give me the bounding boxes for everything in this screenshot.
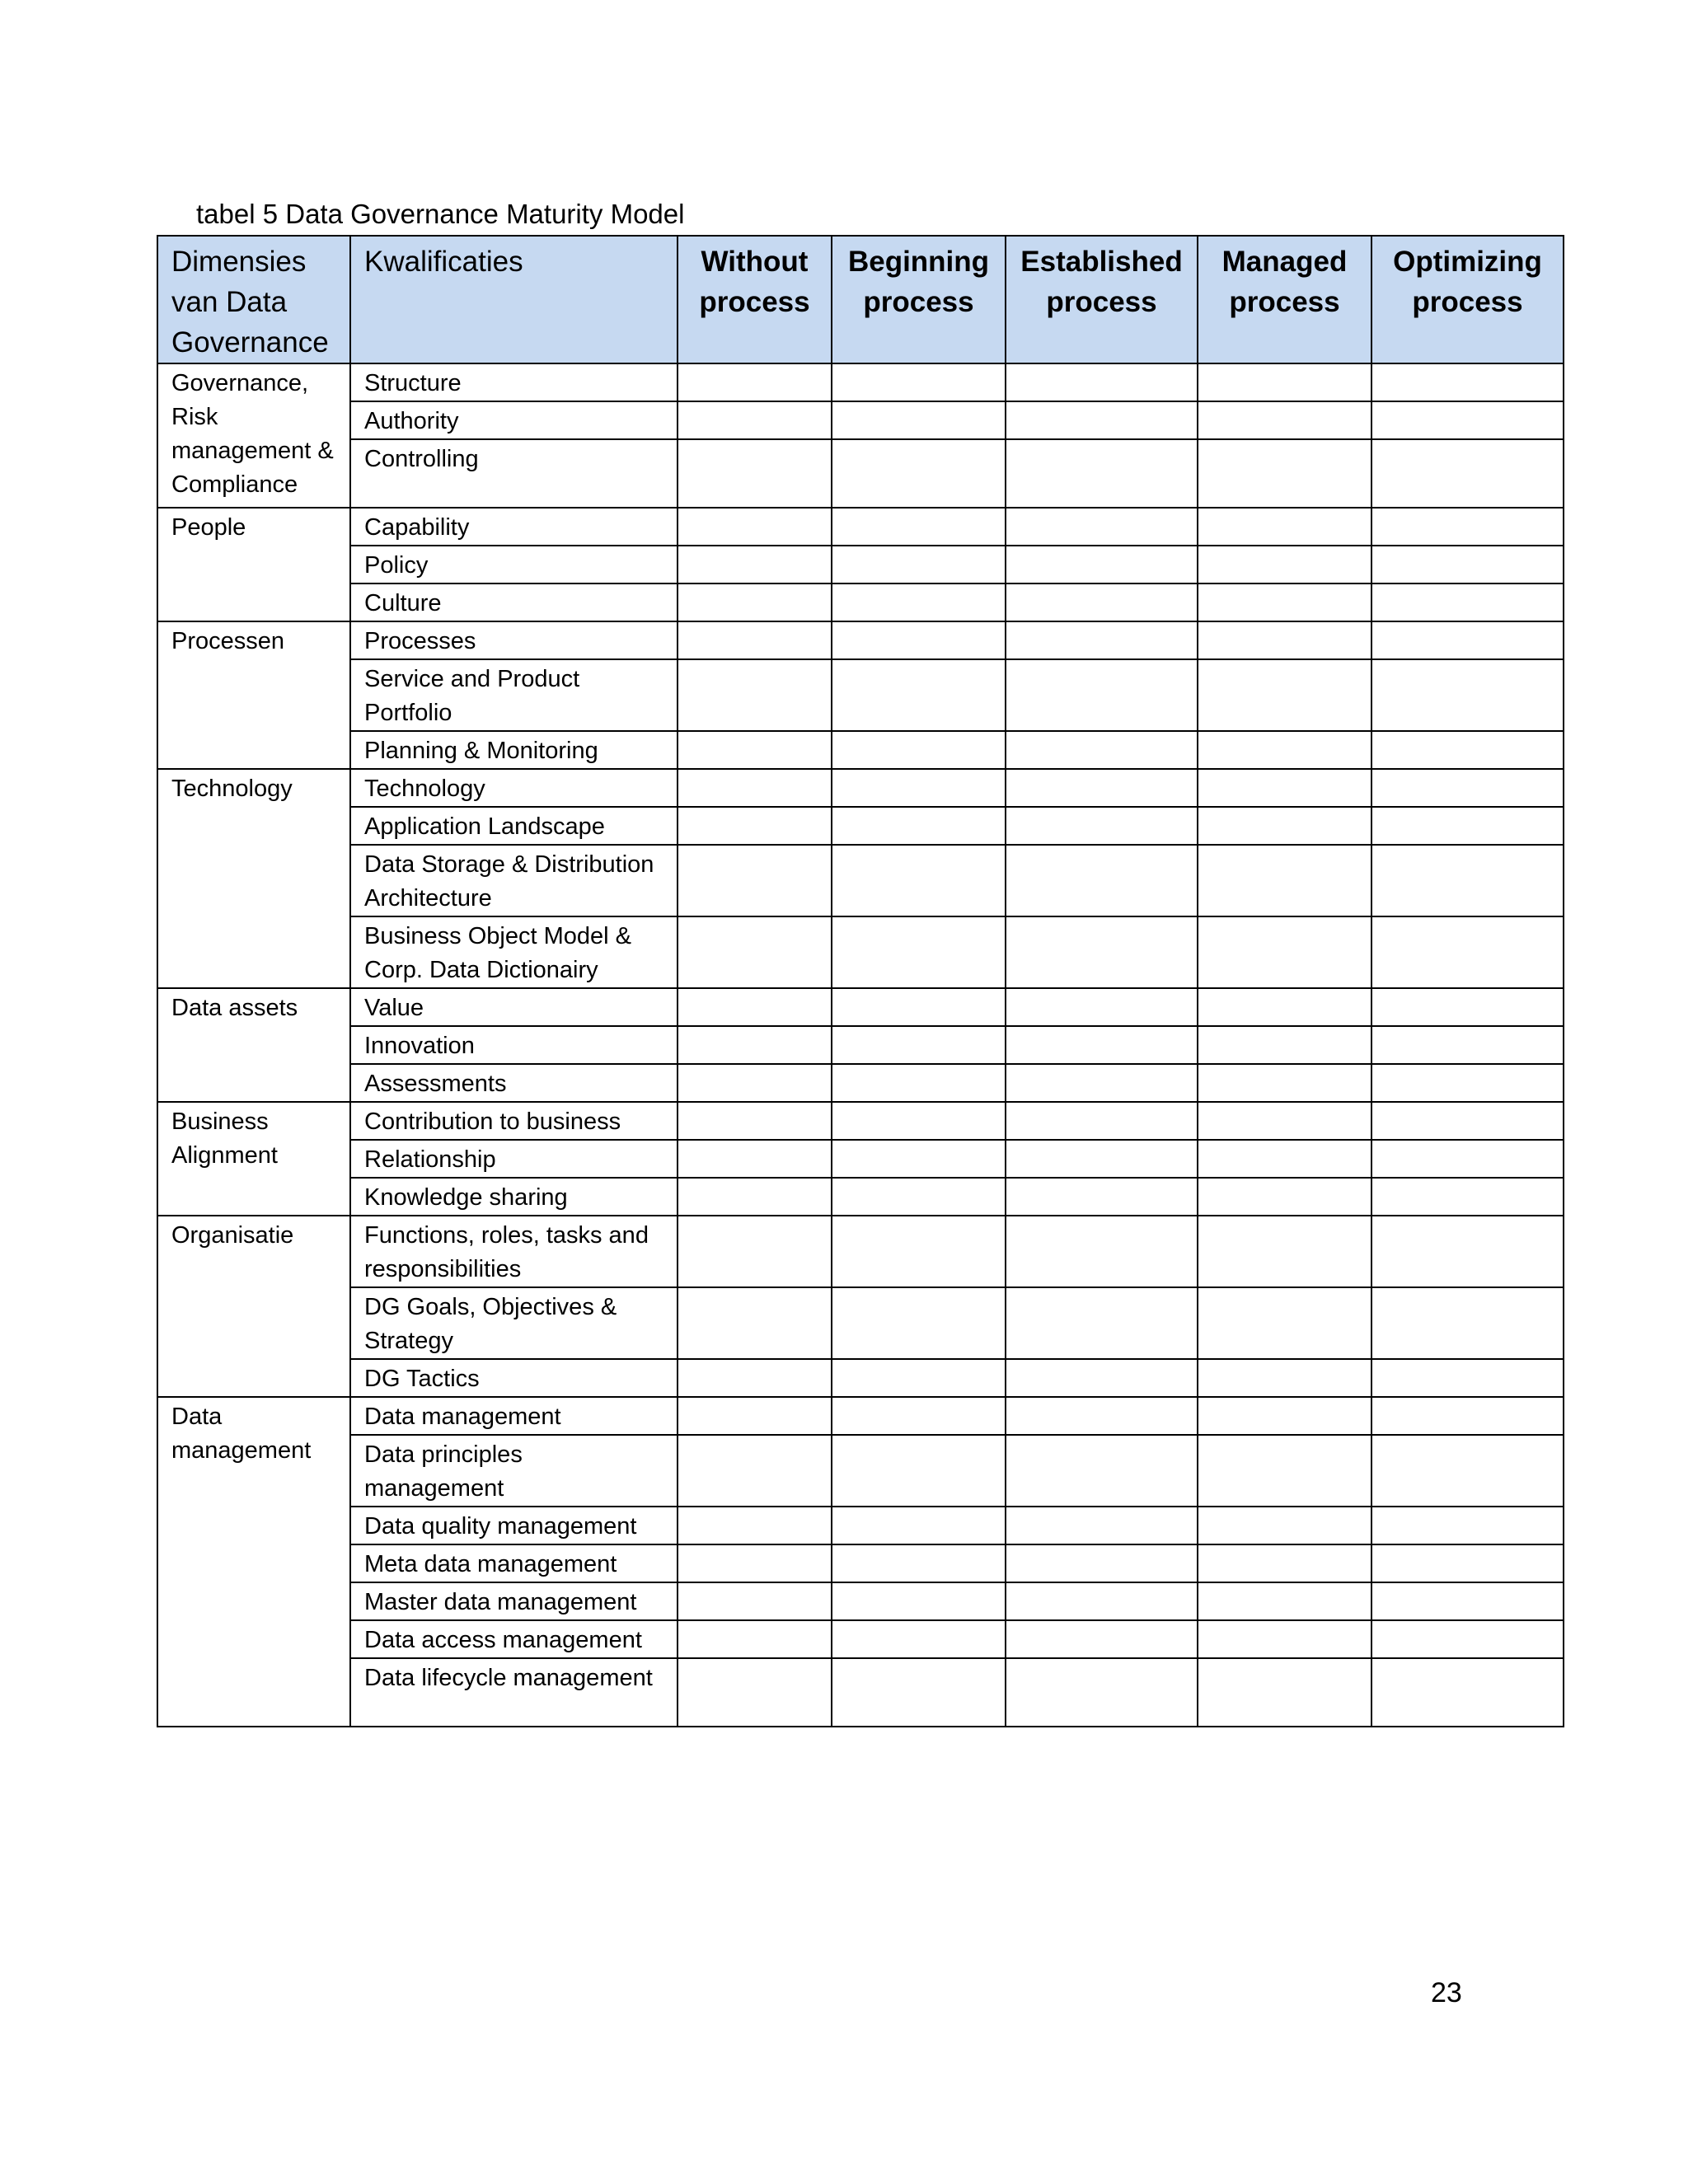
level-cell <box>678 1064 832 1102</box>
level-cell <box>678 769 832 807</box>
table-row <box>157 1216 1564 1287</box>
level-cell <box>1198 401 1372 439</box>
table-row <box>157 988 1564 1026</box>
level-cell <box>1372 621 1564 659</box>
level-cell <box>832 583 1006 621</box>
qualification-cell: Innovation <box>350 1026 678 1064</box>
table-row <box>157 1544 1564 1582</box>
level-cell <box>1006 1359 1198 1397</box>
qualification-cell: Data principles management <box>350 1435 678 1507</box>
level-cell <box>1372 1026 1564 1064</box>
dimension-cell: Data assets <box>157 988 350 1102</box>
level-cell <box>1006 807 1198 845</box>
qualification-cell: Controlling <box>350 439 678 508</box>
level-cell <box>1372 1620 1564 1658</box>
level-cell <box>1006 583 1198 621</box>
level-cell <box>1198 1435 1372 1507</box>
level-cell <box>678 1140 832 1178</box>
level-cell <box>678 621 832 659</box>
table-row <box>157 363 1564 401</box>
qualification-cell: Policy <box>350 546 678 583</box>
level-cell <box>678 807 832 845</box>
level-cell <box>678 583 832 621</box>
level-cell <box>1372 401 1564 439</box>
level-cell <box>1198 731 1372 769</box>
level-cell <box>832 621 1006 659</box>
qualification-cell: Functions, roles, tasks and responsibilities <box>350 1216 678 1287</box>
level-cell <box>678 1359 832 1397</box>
level-cell <box>1198 1287 1372 1359</box>
table-row <box>157 916 1564 988</box>
level-cell <box>832 363 1006 401</box>
level-cell <box>1198 1582 1372 1620</box>
level-cell <box>1372 583 1564 621</box>
header-level-established: Established process <box>1006 236 1198 363</box>
level-cell <box>832 1178 1006 1216</box>
table-row <box>157 1582 1564 1620</box>
level-cell <box>832 1216 1006 1287</box>
level-cell <box>1006 1544 1198 1582</box>
table-row <box>157 1658 1564 1727</box>
header-qualification: Kwalificaties <box>350 236 678 363</box>
level-cell <box>678 1582 832 1620</box>
level-cell <box>1372 1216 1564 1287</box>
qualification-cell: Value <box>350 988 678 1026</box>
table-row <box>157 508 1564 546</box>
level-cell <box>1198 1359 1372 1397</box>
table-row <box>157 1178 1564 1216</box>
level-cell <box>1372 439 1564 508</box>
qualification-cell: Capability <box>350 508 678 546</box>
qualification-cell: Master data management <box>350 1582 678 1620</box>
level-cell <box>832 508 1006 546</box>
table-row <box>157 1359 1564 1397</box>
level-cell <box>1006 1178 1198 1216</box>
table-row <box>157 731 1564 769</box>
level-cell <box>1198 583 1372 621</box>
level-cell <box>678 1102 832 1140</box>
level-cell <box>1006 1620 1198 1658</box>
level-cell <box>1372 363 1564 401</box>
level-cell <box>1198 363 1372 401</box>
level-cell <box>1006 1216 1198 1287</box>
table-row <box>157 401 1564 439</box>
level-cell <box>678 363 832 401</box>
qualification-cell: Application Landscape <box>350 807 678 845</box>
level-cell <box>832 1435 1006 1507</box>
level-cell <box>832 1544 1006 1582</box>
level-cell <box>1372 1359 1564 1397</box>
level-cell <box>832 1287 1006 1359</box>
qualification-cell: Contribution to business <box>350 1102 678 1140</box>
level-cell <box>832 807 1006 845</box>
level-cell <box>678 1620 832 1658</box>
level-cell <box>1198 659 1372 731</box>
qualification-cell: Data Storage & Distribution Architecture <box>350 845 678 916</box>
level-cell <box>1198 988 1372 1026</box>
level-cell <box>832 769 1006 807</box>
qualification-cell: Data management <box>350 1397 678 1435</box>
table-row <box>157 439 1564 508</box>
level-cell <box>1372 1435 1564 1507</box>
qualification-cell: Data lifecycle management <box>350 1658 678 1727</box>
level-cell <box>832 731 1006 769</box>
level-cell <box>678 508 832 546</box>
table-row <box>157 1064 1564 1102</box>
level-cell <box>832 1026 1006 1064</box>
qualification-cell: Service and Product Portfolio <box>350 659 678 731</box>
level-cell <box>1372 769 1564 807</box>
table-row <box>157 583 1564 621</box>
level-cell <box>832 401 1006 439</box>
level-cell <box>678 1658 832 1727</box>
table-row <box>157 1287 1564 1359</box>
level-cell <box>1372 1102 1564 1140</box>
level-cell <box>1372 988 1564 1026</box>
level-cell <box>1372 1178 1564 1216</box>
level-cell <box>678 1544 832 1582</box>
level-cell <box>678 1397 832 1435</box>
dimension-cell: Technology <box>157 769 350 988</box>
level-cell <box>678 988 832 1026</box>
table-row <box>157 1102 1564 1140</box>
level-cell <box>1198 1102 1372 1140</box>
level-cell <box>1006 1658 1198 1727</box>
header-row <box>157 236 1564 363</box>
level-cell <box>1006 916 1198 988</box>
level-cell <box>678 845 832 916</box>
level-cell <box>1198 845 1372 916</box>
level-cell <box>1372 508 1564 546</box>
level-cell <box>678 1216 832 1287</box>
level-cell <box>1006 621 1198 659</box>
qualification-cell: Data access management <box>350 1620 678 1658</box>
level-cell <box>1372 845 1564 916</box>
level-cell <box>1006 1287 1198 1359</box>
level-cell <box>1198 508 1372 546</box>
level-cell <box>832 1102 1006 1140</box>
level-cell <box>678 1026 832 1064</box>
level-cell <box>1006 988 1198 1026</box>
dimension-cell: Processen <box>157 621 350 769</box>
level-cell <box>832 1397 1006 1435</box>
level-cell <box>678 1507 832 1544</box>
dimension-cell: Business Alignment <box>157 1102 350 1216</box>
level-cell <box>832 845 1006 916</box>
table-row <box>157 546 1564 583</box>
level-cell <box>1198 1544 1372 1582</box>
page-number: 23 <box>1431 1977 1462 2008</box>
level-cell <box>1198 1397 1372 1435</box>
level-cell <box>1006 546 1198 583</box>
level-cell <box>1372 1397 1564 1435</box>
level-cell <box>1198 1064 1372 1102</box>
table-row <box>157 1140 1564 1178</box>
level-cell <box>678 401 832 439</box>
table-row <box>157 1620 1564 1658</box>
level-cell <box>1198 546 1372 583</box>
table-body <box>157 363 1564 1727</box>
level-cell <box>1198 439 1372 508</box>
level-cell <box>1198 1658 1372 1727</box>
dimension-cell: Governance, Risk management & Compliance <box>157 363 350 508</box>
qualification-cell: Culture <box>350 583 678 621</box>
qualification-cell: Planning & Monitoring <box>350 731 678 769</box>
table-row <box>157 845 1564 916</box>
level-cell <box>1006 439 1198 508</box>
header-level-without: Without process <box>678 236 832 363</box>
level-cell <box>1198 1620 1372 1658</box>
dimension-cell: Organisatie <box>157 1216 350 1397</box>
header-level-beginning: Beginning process <box>832 236 1006 363</box>
table-row <box>157 1435 1564 1507</box>
level-cell <box>1006 1397 1198 1435</box>
level-cell <box>1198 1178 1372 1216</box>
qualification-cell: DG Goals, Objectives & Strategy <box>350 1287 678 1359</box>
qualification-cell: Business Object Model & Corp. Data Dictionairy <box>350 916 678 988</box>
header-level-optimizing: Optimizing process <box>1372 236 1564 363</box>
level-cell <box>678 439 832 508</box>
level-cell <box>1372 1582 1564 1620</box>
level-cell <box>1372 546 1564 583</box>
header-level-managed: Managed process <box>1198 236 1372 363</box>
level-cell <box>832 1658 1006 1727</box>
table-row <box>157 807 1564 845</box>
qualification-cell: Structure <box>350 363 678 401</box>
level-cell <box>832 659 1006 731</box>
header-dimension: Dimensies van Data Governance <box>157 236 350 363</box>
qualification-cell: Relationship <box>350 1140 678 1178</box>
level-cell <box>832 1064 1006 1102</box>
level-cell <box>1006 1140 1198 1178</box>
level-cell <box>1006 1507 1198 1544</box>
level-cell <box>832 1507 1006 1544</box>
level-cell <box>1372 731 1564 769</box>
level-cell <box>678 1287 832 1359</box>
maturity-table <box>157 235 1564 1727</box>
level-cell <box>1006 845 1198 916</box>
level-cell <box>1198 769 1372 807</box>
level-cell <box>1198 1026 1372 1064</box>
level-cell <box>1006 769 1198 807</box>
dimension-cell: Data management <box>157 1397 350 1727</box>
level-cell <box>1006 363 1198 401</box>
level-cell <box>1372 1287 1564 1359</box>
qualification-cell: DG Tactics <box>350 1359 678 1397</box>
level-cell <box>1006 1102 1198 1140</box>
level-cell <box>832 916 1006 988</box>
level-cell <box>1198 807 1372 845</box>
level-cell <box>1372 1507 1564 1544</box>
level-cell <box>1198 1507 1372 1544</box>
level-cell <box>832 1359 1006 1397</box>
level-cell <box>1372 807 1564 845</box>
level-cell <box>678 1435 832 1507</box>
qualification-cell: Assessments <box>350 1064 678 1102</box>
qualification-cell: Processes <box>350 621 678 659</box>
level-cell <box>1372 659 1564 731</box>
level-cell <box>1372 1064 1564 1102</box>
level-cell <box>678 546 832 583</box>
table-caption: tabel 5 Data Governance Maturity Model <box>196 199 685 229</box>
level-cell <box>1198 621 1372 659</box>
level-cell <box>1372 1658 1564 1727</box>
qualification-cell: Data quality management <box>350 1507 678 1544</box>
level-cell <box>832 1620 1006 1658</box>
level-cell <box>1372 1544 1564 1582</box>
level-cell <box>1006 659 1198 731</box>
level-cell <box>1372 916 1564 988</box>
level-cell <box>1006 1064 1198 1102</box>
level-cell <box>832 439 1006 508</box>
table-row <box>157 1507 1564 1544</box>
level-cell <box>832 1582 1006 1620</box>
level-cell <box>1006 1435 1198 1507</box>
level-cell <box>1372 1140 1564 1178</box>
table-row <box>157 621 1564 659</box>
level-cell <box>832 988 1006 1026</box>
level-cell <box>678 731 832 769</box>
qualification-cell: Knowledge sharing <box>350 1178 678 1216</box>
level-cell <box>678 1178 832 1216</box>
level-cell <box>1006 1582 1198 1620</box>
dimension-cell: People <box>157 508 350 621</box>
level-cell <box>1198 1216 1372 1287</box>
table-row <box>157 1026 1564 1064</box>
level-cell <box>678 916 832 988</box>
level-cell <box>832 1140 1006 1178</box>
level-cell <box>1198 1140 1372 1178</box>
table-row <box>157 1397 1564 1435</box>
qualification-cell: Meta data management <box>350 1544 678 1582</box>
level-cell <box>1198 916 1372 988</box>
level-cell <box>678 659 832 731</box>
level-cell <box>1006 508 1198 546</box>
qualification-cell: Authority <box>350 401 678 439</box>
level-cell <box>832 546 1006 583</box>
qualification-cell: Technology <box>350 769 678 807</box>
level-cell <box>1006 731 1198 769</box>
level-cell <box>1006 401 1198 439</box>
level-cell <box>1006 1026 1198 1064</box>
table-row <box>157 769 1564 807</box>
table-row <box>157 659 1564 731</box>
